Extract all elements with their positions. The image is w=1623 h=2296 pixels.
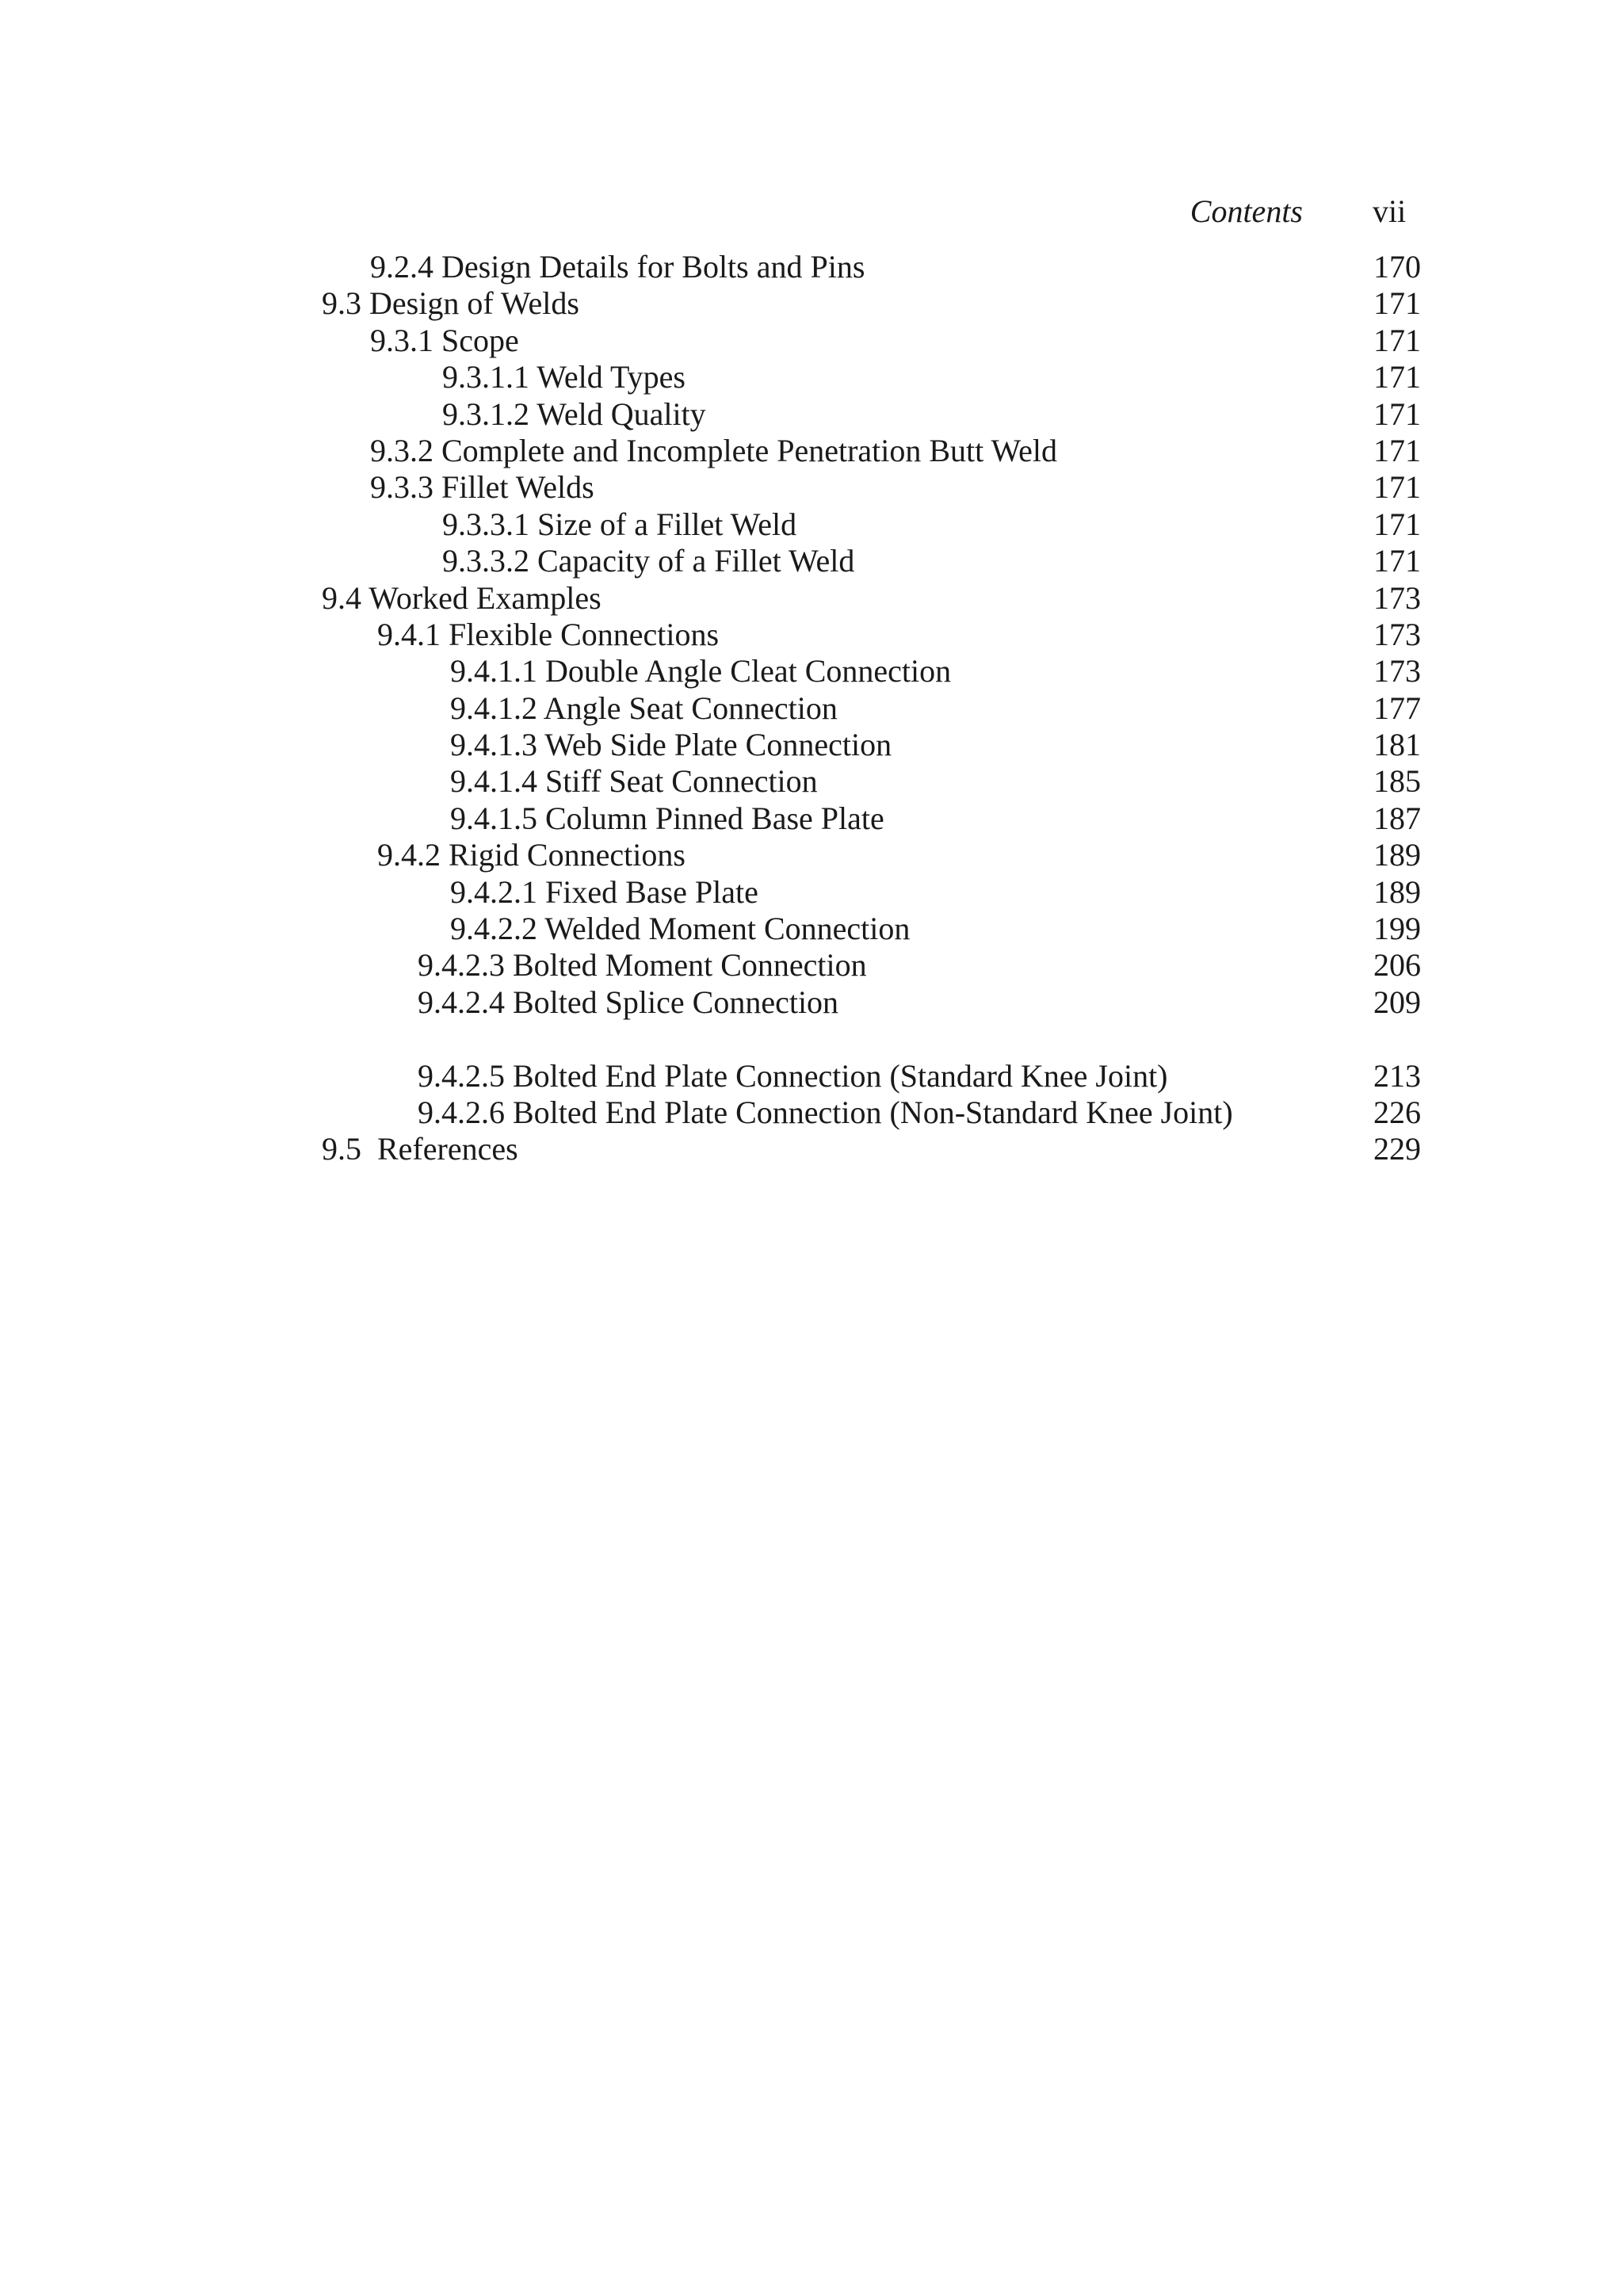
toc-entry-page: 189	[1373, 873, 1421, 910]
toc-entry-page: 171	[1373, 359, 1421, 395]
toc-entry	[0, 469, 1623, 506]
toc-entry-title: 9.3.3 Fillet Welds	[370, 469, 594, 506]
toc-entry-page: 170	[1373, 249, 1421, 285]
toc-entry	[0, 506, 1623, 543]
toc-entry	[0, 837, 1623, 873]
toc-entry	[0, 911, 1623, 947]
toc-entry-page: 171	[1373, 506, 1421, 542]
toc-entry-page: 171	[1373, 543, 1421, 579]
toc-entry	[0, 396, 1623, 433]
toc-entry-title: 9.4.2.1 Fixed Base Plate	[450, 873, 758, 910]
toc-entry	[0, 1058, 1623, 1095]
toc-entry-page: 187	[1373, 800, 1421, 836]
toc-entry-title: 9.4 Worked Examples	[322, 579, 601, 616]
toc-entry-page: 177	[1373, 690, 1421, 726]
toc-entry-title: 9.4.1.3 Web Side Plate Connection	[450, 727, 892, 763]
toc-entry-title: 9.3 Design of Welds	[322, 285, 579, 322]
toc-entry	[0, 323, 1623, 359]
toc-entry-title: 9.4.1.5 Column Pinned Base Plate	[450, 800, 884, 836]
toc-entry-title: 9.4.2.5 Bolted End Plate Connection (Standard Knee Joint)	[418, 1057, 1168, 1094]
toc-entry-page: 181	[1373, 727, 1421, 763]
toc-entry-title: 9.4.1.1 Double Angle Cleat Connection	[450, 653, 952, 690]
toc-entry-page: 171	[1373, 285, 1421, 322]
toc-entry-page: 226	[1373, 1094, 1421, 1130]
toc-entry	[0, 800, 1623, 837]
toc-entry-title: 9.4.2.3 Bolted Moment Connection	[418, 947, 867, 984]
toc-entry-page: 209	[1373, 984, 1421, 1020]
toc-entry-page: 206	[1373, 947, 1421, 984]
page-number: vii	[1373, 193, 1407, 229]
toc-entry-page: 199	[1373, 911, 1421, 947]
toc-entry-title: 9.3.1.2 Weld Quality	[442, 395, 706, 432]
toc-entry-title: 9.3.1 Scope	[370, 322, 519, 358]
running-title: Contents	[1190, 193, 1303, 229]
toc-entry-page: 213	[1373, 1057, 1421, 1094]
toc-entry	[0, 1131, 1623, 1167]
toc-entry	[0, 249, 1623, 285]
toc-entry-page: 229	[1373, 1131, 1421, 1167]
toc-entry-page: 173	[1373, 653, 1421, 690]
toc-entry-page: 171	[1373, 469, 1421, 506]
toc-entry	[0, 984, 1623, 1021]
toc-entry-title: 9.2.4 Design Details for Bolts and Pins	[370, 249, 865, 285]
table-of-contents	[0, 249, 1623, 1168]
toc-entry	[0, 580, 1623, 617]
toc-entry-title: 9.4.2 Rigid Connections	[377, 837, 685, 873]
toc-entry	[0, 727, 1623, 763]
toc-entry-page: 189	[1373, 837, 1421, 873]
toc-entry	[0, 947, 1623, 984]
toc-entry-title: 9.4.2.4 Bolted Splice Connection	[418, 984, 839, 1020]
toc-entry	[0, 617, 1623, 653]
toc-entry-page: 171	[1373, 432, 1421, 468]
toc-entry-title: 9.4.1.2 Angle Seat Connection	[450, 690, 838, 726]
toc-entry-page: 185	[1373, 763, 1421, 800]
toc-entry-title: 9.4.2.2 Welded Moment Connection	[450, 911, 911, 947]
toc-entry-page: 173	[1373, 616, 1421, 652]
toc-entry	[0, 285, 1623, 322]
toc-entry	[0, 433, 1623, 469]
toc-entry-title: 9.3.3.1 Size of a Fillet Weld	[442, 506, 797, 542]
toc-entry-title: 9.3.1.1 Weld Types	[442, 359, 685, 395]
toc-entry-title: 9.4.1.4 Stiff Seat Connection	[450, 763, 818, 800]
toc-entry	[0, 653, 1623, 690]
toc-entry-page: 171	[1373, 322, 1421, 358]
toc-entry	[0, 763, 1623, 800]
toc-entry-title: 9.3.3.2 Capacity of a Fillet Weld	[442, 543, 855, 579]
toc-entry-page: 173	[1373, 579, 1421, 616]
toc-entry-title: 9.4.2.6 Bolted End Plate Connection (Non-Standard Knee Joint)	[418, 1094, 1233, 1130]
toc-entry	[0, 359, 1623, 395]
toc-entry-title: 9.3.2 Complete and Incomplete Penetration Butt Weld	[370, 432, 1057, 468]
toc-entry-title: 9.4.1 Flexible Connections	[377, 616, 720, 652]
running-head	[0, 192, 1623, 231]
toc-entry	[0, 874, 1623, 911]
toc-entry-title: 9.5 References	[322, 1131, 518, 1167]
toc-entry	[0, 543, 1623, 579]
toc-entry	[0, 690, 1623, 727]
toc-entry	[0, 1095, 1623, 1131]
toc-entry-page: 171	[1373, 395, 1421, 432]
